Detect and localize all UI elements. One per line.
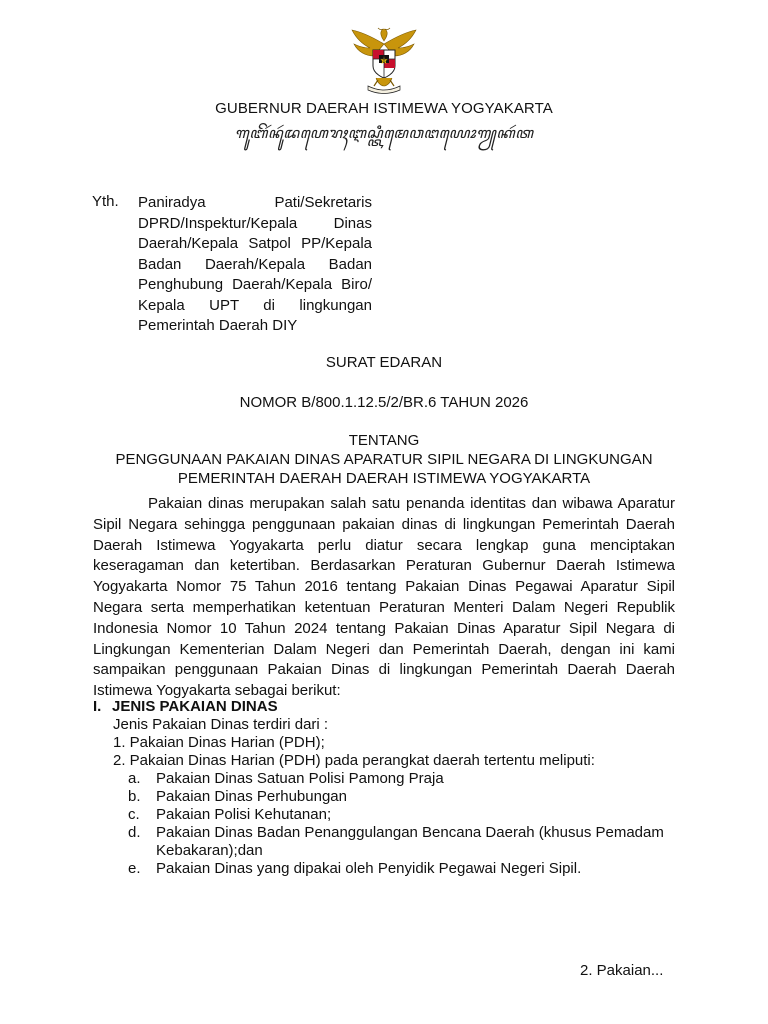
section-number: I.: [93, 698, 102, 715]
section-jenis-pakaian: [93, 698, 693, 878]
body-paragraph-block: [93, 494, 675, 702]
sub-list-item-b: b. Pakaian Dinas Perhubungan: [128, 788, 347, 805]
sub-list: [93, 770, 693, 878]
letter-type: SURAT EDARAN: [325, 354, 443, 371]
addressee-label: Yth.: [92, 193, 119, 210]
sub-list-item-a: a. Pakaian Dinas Satuan Polisi Pamong Praja: [128, 770, 444, 787]
sub-list-item-e: e. Pakaian Dinas yang dipakai oleh Penyidik Pegawai Negeri Sipil.: [128, 860, 582, 877]
list-item-2: 2. Pakaian Dinas Harian (PDH) pada perangkat daerah tertentu meliputi:: [113, 752, 595, 769]
header-title: GUBERNUR DAERAH ISTIMEWA YOGYAKARTA: [215, 100, 553, 117]
sub-list-item-d: d. Pakaian Dinas Badan Penanggulangan Bencana Daerah (khusus Pemadam Kebakaran);dan: [128, 824, 664, 859]
javanese-script-title: ꦒꦸꦧꦼꦂꦤꦸꦂꦢꦲꦺꦫꦃꦆꦱ꧀ꦠꦶꦩꦺꦮꦔꦪꦺꦴꦒꦾꦏꦂꦠ: [234, 124, 534, 142]
subject-line-1: PENGGUNAAN PAKAIAN DINAS APARATUR SIPIL NEGARA DI LINGKUNGAN: [115, 451, 653, 468]
list-item-1: 1. Pakaian Dinas Harian (PDH);: [113, 734, 325, 751]
section-intro: Jenis Pakaian Dinas terdiri dari :: [113, 716, 329, 733]
about-label: TENTANG: [348, 432, 420, 449]
section-title: JENIS PAKAIAN DINAS: [112, 698, 278, 715]
garuda-pancasila-emblem: [348, 24, 420, 96]
subject-line-2: PEMERINTAH DAERAH DAERAH ISTIMEWA YOGYAKARTA: [177, 470, 591, 487]
addressee-text: Paniradya Pati/Sekretaris DPRD/Inspektur/Kepala Dinas Daerah/Kepala Satpol PP/Kepala Badan Daerah/Kepala Badan Penghubung Daerah/Kepala Biro/ Kepala UPT di lingkungan Pemerintah Daerah DIY: [138, 194, 372, 334]
letter-number: NOMOR B/800.1.12.5/2/BR.6 TAHUN 2026: [239, 394, 529, 411]
next-page-marker: 2. Pakaian...: [580, 962, 664, 979]
body-paragraph: Pakaian dinas merupakan salah satu penanda identitas dan wibawa Aparatur Sipil Negara sehingga penggunaan pakaian dinas di lingkungan Pemerintah Daerah Daerah Istimewa Yogyakarta perlu diatur secara lengkap guna menciptakan keseragaman dan ketertiban. Berdasarkan Peraturan Gubernur Daerah Istimewa Yogyakarta Nomor 75 Tahun 2016 tentang Pakaian Dinas Pegawai Aparatur Sipil Negara serta memperhatikan ketentuan Peraturan Menteri Dalam Negeri Republik Indonesia Nomor 10 Tahun 2024 tentang Pakaian Dinas Aparatur Sipil Negara di Lingkungan Kementerian Dalam Negeri dan Pemerintah Daerah, dengan ini kami sampaikan penggunaan Pakaian Dinas di lingkungan Pemerintah Daerah Daerah Istimewa Yogyakarta sebagai berikut:: [93, 495, 675, 700]
section-heading: [93, 698, 693, 716]
sub-list-item-c: c. Pakaian Polisi Kehutanan;: [128, 806, 332, 823]
